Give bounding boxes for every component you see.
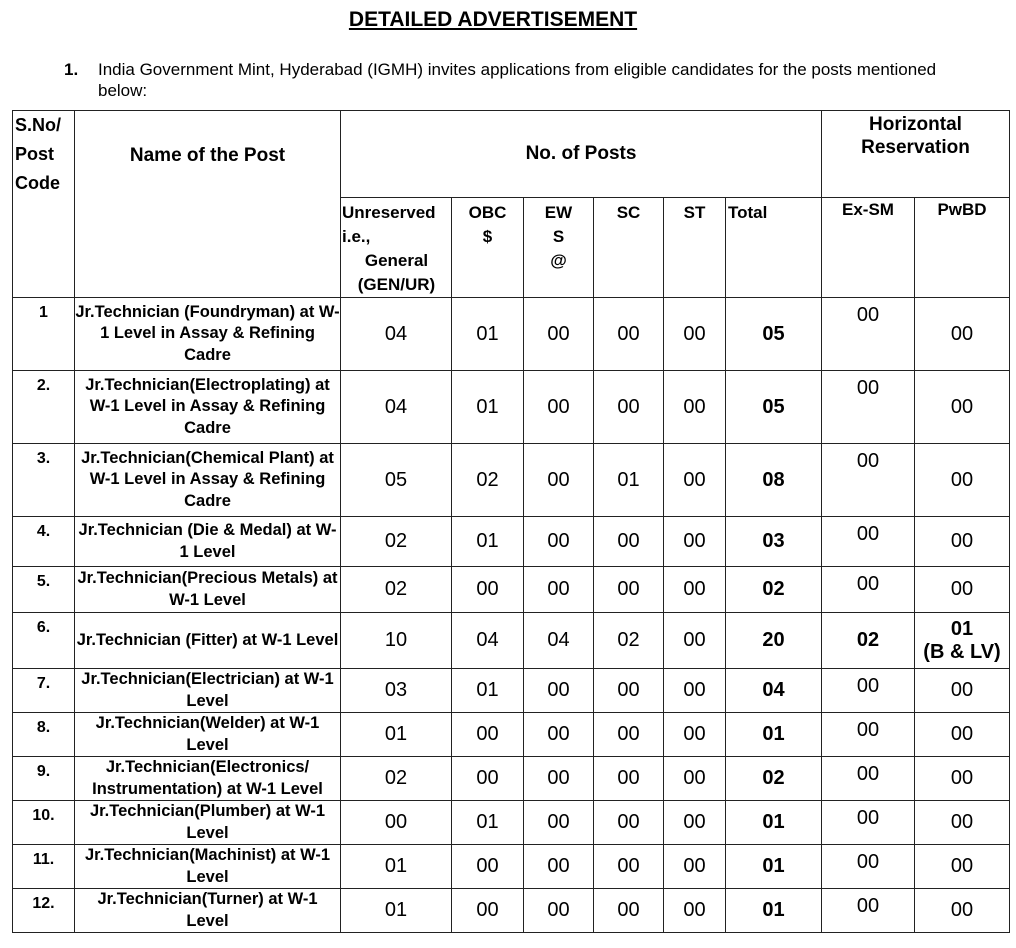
pwbd-value: 01 [950, 617, 974, 640]
cell-pwbd: 00 [915, 889, 1010, 933]
cell-sno: 12. [13, 889, 75, 933]
cell-ews: 04 [524, 613, 594, 669]
cell-ews: 00 [524, 845, 594, 889]
sc-header-label: SC [616, 203, 641, 222]
cell-sc: 00 [594, 371, 664, 444]
cell-sc: 00 [594, 713, 664, 757]
cell-sno: 9. [13, 757, 75, 801]
cell-exsm: 00 [822, 444, 915, 517]
table-row [13, 845, 1010, 889]
cell-sc: 02 [594, 613, 664, 669]
cell-post-name: Jr.Technician(Welder) at W-1 Level [75, 713, 341, 757]
cell-st: 00 [664, 298, 726, 371]
table-row [13, 669, 1010, 713]
unreserved-line1: Unreserved [342, 203, 436, 222]
cell-pwbd: 00 [915, 669, 1010, 713]
cell-obc: 01 [452, 298, 524, 371]
cell-total: 01 [726, 801, 822, 845]
cell-total: 04 [726, 669, 822, 713]
cell-sno: 5. [13, 567, 75, 613]
cell-sc: 01 [594, 444, 664, 517]
obc-header [452, 198, 524, 298]
cell-st: 00 [664, 845, 726, 889]
cell-unreserved: 01 [341, 713, 452, 757]
cell-pwbd: 00 [915, 444, 1010, 517]
cell-pwbd: 00 [915, 517, 1010, 567]
cell-total: 03 [726, 517, 822, 567]
cell-total: 05 [726, 371, 822, 444]
cell-pwbd: 00 [915, 757, 1010, 801]
cell-st: 00 [664, 613, 726, 669]
exsm-header-label: Ex-SM [842, 200, 894, 219]
cell-sno: 8. [13, 713, 75, 757]
table-row [13, 444, 1010, 517]
cell-sc: 00 [594, 801, 664, 845]
cell-exsm: 02 [822, 613, 915, 669]
table-row [13, 713, 1010, 757]
cell-pwbd [915, 613, 1010, 669]
cell-ews: 00 [524, 713, 594, 757]
cell-pwbd: 00 [915, 298, 1010, 371]
cell-exsm: 00 [822, 298, 915, 371]
table-row [13, 517, 1010, 567]
table-row [13, 613, 1010, 669]
ews-header-line1: EW [544, 203, 573, 222]
cell-exsm: 00 [822, 801, 915, 845]
cell-post-name: Jr.Technician(Turner) at W-1 Level [75, 889, 341, 933]
name-header [75, 111, 341, 298]
total-header [726, 198, 822, 298]
posts-table [12, 110, 1010, 933]
cell-sno: 10. [13, 801, 75, 845]
cell-ews: 00 [524, 517, 594, 567]
table-row [13, 757, 1010, 801]
cell-total: 20 [726, 613, 822, 669]
cell-ews: 00 [524, 298, 594, 371]
cell-obc: 01 [452, 801, 524, 845]
sno-header-line3: Code [15, 173, 60, 193]
cell-post-name: Jr.Technician(Plumber) at W-1 Level [75, 801, 341, 845]
cell-sno: 11. [13, 845, 75, 889]
ews-header-line3: @ [550, 251, 567, 270]
cell-ews: 00 [524, 444, 594, 517]
cell-pwbd: 00 [915, 371, 1010, 444]
cell-st: 00 [664, 669, 726, 713]
cell-unreserved: 04 [341, 298, 452, 371]
cell-ews: 00 [524, 371, 594, 444]
cell-unreserved: 00 [341, 801, 452, 845]
cell-post-name: Jr.Technician(Electronics/ Instrumentation) at W-1 Level [75, 757, 341, 801]
cell-sno: 2. [13, 371, 75, 444]
cell-obc: 02 [452, 444, 524, 517]
st-header-label: ST [683, 203, 706, 222]
unreserved-header [341, 198, 452, 298]
cell-st: 00 [664, 517, 726, 567]
no-of-posts-header [341, 111, 822, 198]
cell-obc: 00 [452, 713, 524, 757]
cell-unreserved: 01 [341, 889, 452, 933]
cell-sc: 00 [594, 669, 664, 713]
cell-st: 00 [664, 889, 726, 933]
table-row [13, 371, 1010, 444]
cell-unreserved: 02 [341, 517, 452, 567]
cell-ews: 00 [524, 801, 594, 845]
cell-ews: 00 [524, 889, 594, 933]
pwbd-header [915, 198, 1010, 298]
sno-header-line1: S.No/ [15, 115, 62, 135]
cell-post-name: Jr.Technician (Die & Medal) at W-1 Level [75, 517, 341, 567]
pwbd-header-label: PwBD [937, 200, 987, 219]
unreserved-line2: i.e., [342, 227, 371, 246]
cell-post-name: Jr.Technician (Foundryman) at W-1 Level in Assay & Refining Cadre [75, 298, 341, 371]
cell-total: 05 [726, 298, 822, 371]
pwbd-note: (B & LV) [923, 640, 1001, 663]
cell-obc: 01 [452, 517, 524, 567]
cell-post-name: Jr.Technician(Chemical Plant) at W-1 Level in Assay & Refining Cadre [75, 444, 341, 517]
cell-unreserved: 01 [341, 845, 452, 889]
cell-st: 00 [664, 757, 726, 801]
cell-total: 02 [726, 567, 822, 613]
cell-ews: 00 [524, 757, 594, 801]
cell-total: 01 [726, 713, 822, 757]
cell-ews: 00 [524, 567, 594, 613]
horizontal-label-line2: Reservation [861, 137, 970, 158]
cell-sc: 00 [594, 298, 664, 371]
cell-obc: 04 [452, 613, 524, 669]
cell-unreserved: 05 [341, 444, 452, 517]
st-header [664, 198, 726, 298]
table-row [13, 889, 1010, 933]
cell-pwbd: 00 [915, 845, 1010, 889]
table-row [13, 298, 1010, 371]
cell-exsm: 00 [822, 845, 915, 889]
cell-total: 02 [726, 757, 822, 801]
intro-number: 1. [64, 60, 79, 79]
cell-sno: 1 [13, 298, 75, 371]
cell-pwbd: 00 [915, 801, 1010, 845]
cell-exsm: 00 [822, 713, 915, 757]
cell-unreserved: 10 [341, 613, 452, 669]
total-header-label: Total [728, 203, 768, 222]
obc-header-line2: $ [482, 227, 493, 246]
cell-obc: 00 [452, 845, 524, 889]
cell-sno: 3. [13, 444, 75, 517]
cell-obc: 01 [452, 371, 524, 444]
cell-obc: 00 [452, 889, 524, 933]
cell-post-name: Jr.Technician(Machinist) at W-1 Level [75, 845, 341, 889]
cell-unreserved: 03 [341, 669, 452, 713]
ews-header-line2: S [552, 227, 565, 246]
cell-unreserved: 04 [341, 371, 452, 444]
unreserved-line3: General [364, 251, 429, 270]
cell-total: 08 [726, 444, 822, 517]
sno-header [13, 111, 75, 298]
cell-sc: 00 [594, 757, 664, 801]
intro-text: India Government Mint, Hyderabad (IGMH) invites applications from eligible candidates for the posts mentioned below: [98, 60, 937, 100]
obc-header-line1: OBC [468, 203, 507, 222]
cell-unreserved: 02 [341, 757, 452, 801]
cell-obc: 00 [452, 757, 524, 801]
horizontal-label-line1: Horizontal [869, 114, 962, 135]
sno-header-line2: Post [15, 144, 55, 164]
cell-post-name: Jr.Technician(Precious Metals) at W-1 Level [75, 567, 341, 613]
ews-header [524, 198, 594, 298]
cell-st: 00 [664, 801, 726, 845]
cell-sno: 6. [13, 613, 75, 669]
cell-exsm: 00 [822, 669, 915, 713]
cell-sno: 4. [13, 517, 75, 567]
cell-post-name: Jr.Technician(Electrician) at W-1 Level [75, 669, 341, 713]
cell-sc: 00 [594, 845, 664, 889]
cell-sc: 00 [594, 517, 664, 567]
cell-exsm: 00 [822, 757, 915, 801]
cell-total: 01 [726, 845, 822, 889]
cell-st: 00 [664, 567, 726, 613]
cell-total: 01 [726, 889, 822, 933]
cell-sno: 7. [13, 669, 75, 713]
header-row-top [13, 111, 1010, 198]
no-of-posts-label: No. of Posts [525, 143, 637, 164]
sc-header [594, 198, 664, 298]
cell-exsm: 00 [822, 371, 915, 444]
cell-pwbd: 00 [915, 567, 1010, 613]
page-title: DETAILED ADVERTISEMENT [348, 8, 638, 31]
horizontal-reservation-header [822, 111, 1010, 198]
cell-obc: 00 [452, 567, 524, 613]
cell-st: 00 [664, 371, 726, 444]
unreserved-line4: (GEN/UR) [357, 275, 436, 294]
cell-unreserved: 02 [341, 567, 452, 613]
cell-post-name: Jr.Technician(Electroplating) at W-1 Level in Assay & Refining Cadre [75, 371, 341, 444]
table-row [13, 801, 1010, 845]
name-header-label: Name of the Post [129, 145, 286, 166]
cell-exsm: 00 [822, 567, 915, 613]
cell-post-name: Jr.Technician (Fitter) at W-1 Level [75, 613, 341, 669]
cell-st: 00 [664, 713, 726, 757]
table-row [13, 567, 1010, 613]
cell-st: 00 [664, 444, 726, 517]
cell-pwbd: 00 [915, 713, 1010, 757]
exsm-header [822, 198, 915, 298]
cell-exsm: 00 [822, 889, 915, 933]
cell-exsm: 00 [822, 517, 915, 567]
cell-ews: 00 [524, 669, 594, 713]
cell-sc: 00 [594, 889, 664, 933]
cell-sc: 00 [594, 567, 664, 613]
cell-obc: 01 [452, 669, 524, 713]
